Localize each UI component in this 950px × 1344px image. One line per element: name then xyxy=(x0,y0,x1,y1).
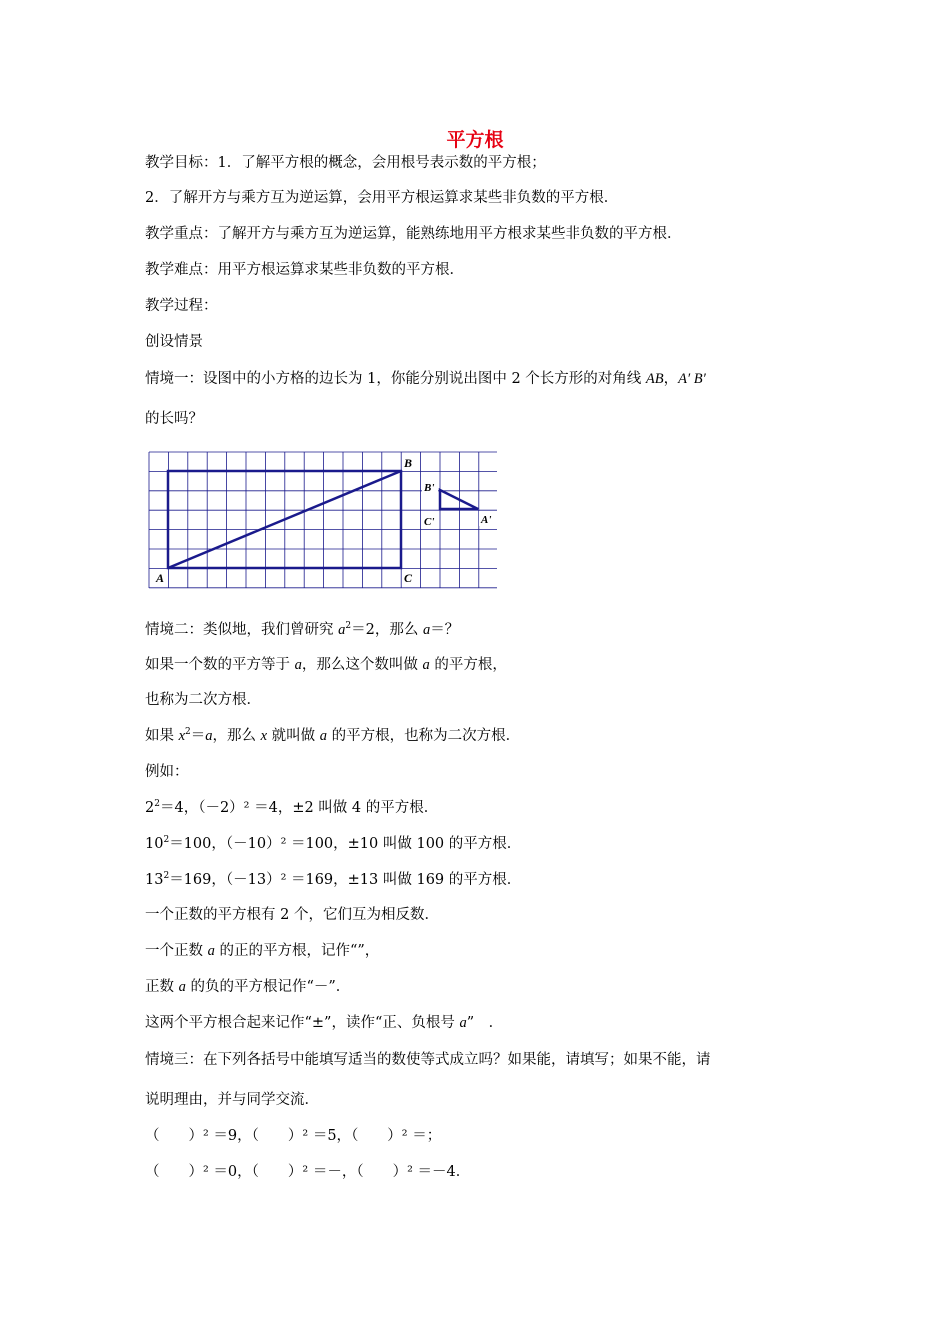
grid-figure xyxy=(148,451,498,589)
var-x: x xyxy=(260,728,268,744)
var-a: a xyxy=(319,728,328,744)
def1-post: 的平方根， xyxy=(429,657,507,673)
def3-mid2: 就叫做 xyxy=(267,728,320,744)
fact-2 xyxy=(145,941,379,961)
definition-line-1 xyxy=(145,655,507,675)
label-a: A xyxy=(156,571,165,585)
var-x: x xyxy=(178,728,186,744)
label-c: C xyxy=(404,571,413,585)
exponent: 2 xyxy=(185,727,191,737)
example-rest: ＝169，（－13）² ＝169，±13 叫做 169 的平方根． xyxy=(169,872,522,888)
def3-post: 的平方根，也称为二次方根． xyxy=(327,728,521,744)
exercise-row-2 xyxy=(145,1162,470,1182)
definition-line-2: 也称为二次方根． xyxy=(145,692,261,708)
fact-1: 一个正数的平方根有 2 个，它们互为相反数． xyxy=(145,907,439,923)
exponent: 2 xyxy=(154,799,160,809)
segment-ab: AB xyxy=(645,371,664,387)
def1-pre: 如果一个数的平方等于 xyxy=(145,657,295,673)
exercise-item: （ ）² ＝5， xyxy=(251,1128,352,1144)
var-a: a xyxy=(205,728,213,744)
segment-apbp: A′ B′ xyxy=(678,371,706,387)
var-a: a xyxy=(459,1015,467,1031)
key-point: 教学重点：了解开方与乘方互为逆运算，能熟练地用平方根求某些非负数的平方根． xyxy=(145,226,682,242)
difficulty: 教学难点：用平方根运算求某些非负数的平方根． xyxy=(145,262,464,278)
fact-3 xyxy=(145,977,350,997)
scenario-intro: 创设情景 xyxy=(145,334,203,350)
label-c-prime: C' xyxy=(424,516,435,528)
scenario1-line-2: 的长吗？ xyxy=(145,411,203,427)
exponent: 2 xyxy=(163,871,170,881)
def3-mid: ，那么 xyxy=(212,728,261,744)
def3-pre: 如果 xyxy=(145,728,179,744)
objectives-line-1: 教学目标：1．了解平方根的概念，会用根号表示数的平方根； xyxy=(145,155,546,171)
process-heading: 教学过程： xyxy=(145,298,218,314)
fact2-post: 的正的平方根，记作“”， xyxy=(214,943,380,959)
fact4-post: ” ． xyxy=(466,1015,504,1031)
var-a: a xyxy=(338,622,346,638)
example-rest: ＝4，（－2）² ＝4，±2 叫做 4 的平方根． xyxy=(159,800,439,816)
var-a: a xyxy=(422,657,430,673)
label-b-prime: B' xyxy=(424,482,435,494)
example-base: 2 xyxy=(145,800,155,816)
exercise-row-1 xyxy=(145,1126,441,1146)
page-title: 平方根 xyxy=(446,129,504,151)
exercise-item: （ ）² ＝9， xyxy=(145,1128,252,1144)
exercise-item: （ ）² ＝－4． xyxy=(356,1164,471,1180)
example-base: 10 xyxy=(145,836,164,852)
example-row xyxy=(145,798,438,818)
equals: ＝ xyxy=(190,728,206,744)
example-base: 13 xyxy=(145,872,164,888)
exercise-item: （ ）² ＝－， xyxy=(251,1164,357,1180)
var-a: a xyxy=(178,979,186,995)
exercise-item: （ ）² ＝0， xyxy=(145,1164,252,1180)
scenario3-line-1: 情境三：在下列各括号中能填写适当的数使等式成立吗？如果能，请填写；如果不能，请 xyxy=(145,1052,711,1068)
example-label: 例如： xyxy=(145,764,189,780)
example-rest: ＝100，（－10）² ＝100，±10 叫做 100 的平方根． xyxy=(169,836,522,852)
scenario3-line-2: 说明理由，并与同学交流． xyxy=(145,1092,319,1108)
scenario1-line-1 xyxy=(145,369,706,389)
fact3-pre: 正数 xyxy=(145,979,179,995)
scenario2-mid: ＝2，那么 xyxy=(351,622,423,638)
example-row xyxy=(145,834,521,854)
definition-line-3 xyxy=(145,726,520,746)
var-a: a xyxy=(422,622,431,638)
scenario1-text: 情境一：设图中的小方格的边长为 1，你能分别说出图中 2 个长方形的对角线 xyxy=(145,371,646,387)
var-a: a xyxy=(207,943,215,959)
exponent: 2 xyxy=(163,835,170,845)
fact2-pre: 一个正数 xyxy=(145,943,208,959)
label-b: B xyxy=(404,456,413,470)
def1-mid: ，那么这个数叫做 xyxy=(301,657,423,673)
objectives-line-2: 2．了解开方与乘方互为逆运算，会用平方根运算求某些非负数的平方根． xyxy=(145,190,619,206)
var-a: a xyxy=(294,657,302,673)
label-a-prime: A' xyxy=(481,514,492,526)
scenario2-line xyxy=(145,620,459,640)
fact4-pre: 这两个平方根合起来记作“±”，读作“正、负根号 xyxy=(145,1015,460,1031)
exercise-item: （ ）² ＝； xyxy=(351,1128,442,1144)
example-row xyxy=(145,870,521,890)
scenario2-suffix: ＝？ xyxy=(430,622,460,638)
fact3-post: 的负的平方根记作“－”． xyxy=(185,979,351,995)
scenario2-prefix: 情境二：类似地，我们曾研究 xyxy=(145,622,339,638)
fact-4 xyxy=(145,1013,503,1033)
exponent: 2 xyxy=(345,621,352,631)
scenario1-sep: ， xyxy=(663,371,679,387)
